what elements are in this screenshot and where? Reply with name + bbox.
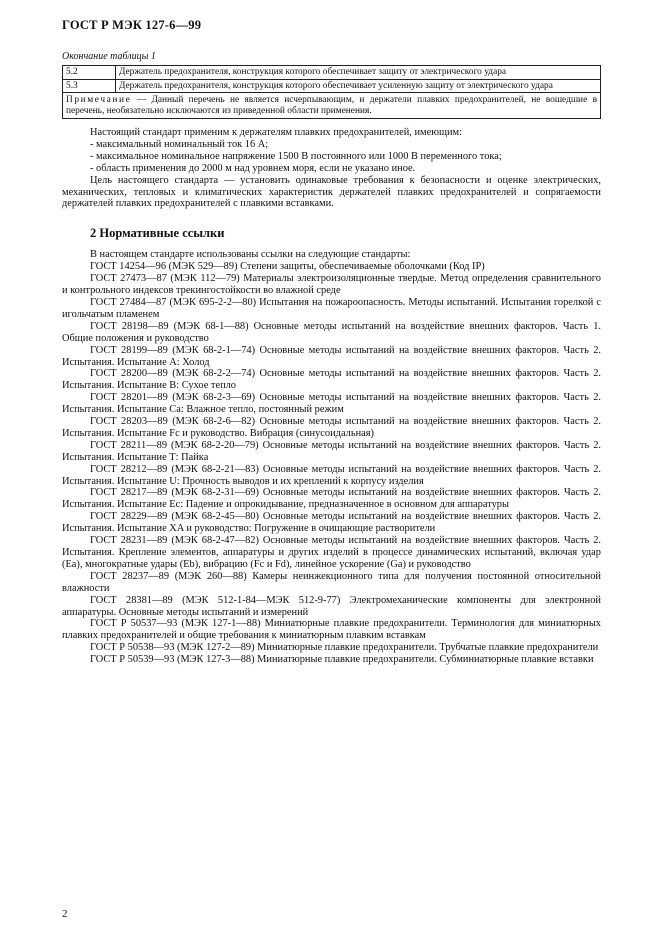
table-note-row [63, 93, 601, 119]
scope-item: - максимальное номинальное напряжение 1500 В постоянного или 1000 В переменного тока; [90, 150, 502, 162]
reference-item: ГОСТ 28231—89 (МЭК 68-2-47—82) Основные методы испытаний на воздействие внешних факторов. Часть 2. Испытания. Крепление элементов, аппаратуры и других изделий в процессе динамических испытаний, включая удар (Еа), многократные удары (Eb), вибрацию (Fc и Fd), линейное ускорение (Ga) и руководство [62, 535, 601, 570]
reference-item: ГОСТ 28198—89 (МЭК 68-1—88) Основные методы испытаний на воздействие внешних факторов. Часть 1. Общие положения и руководство [62, 320, 601, 344]
scope-lead: Настоящий стандарт применим к держателям плавких предохранителей, имеющим: [90, 127, 463, 138]
row-text: Держатель предохранителя, конструкция которого обеспечивает защиту от электрического удара [116, 66, 601, 80]
note-label: Примечание [66, 95, 132, 105]
reference-item: ГОСТ 27484—87 (МЭК 695-2-2—80) Испытания на пожароопасность. Методы испытаний. Испытания горелкой с игольчатым пламенем [62, 296, 601, 320]
reference-item: ГОСТ 28217—89 (МЭК 68-2-31—69) Основные методы испытаний на воздействие внешних факторов. Часть 2. Испытания. Испытание Ес: Падение и опрокидывание, предназначенное в основном для аппаратуры [62, 487, 601, 511]
reference-item: ГОСТ 28203—89 (МЭК 68-2-6—82) Основные методы испытаний на воздействие внешних факторов. Часть 2. Испытания. Испытание Fc и руководство. Вибрация (синусоидальная) [62, 416, 601, 439]
table-note [63, 93, 601, 119]
purpose-paragraph: Цель настоящего стандарта — установить одинаковые требования к безопасности и оценке электрических, механических, тепловых и климатических характеристик держателей плавких предохранителей и сопрягаемости держателей плавких предохранителей с плавкими вставками. [62, 174, 601, 210]
page-number: 2 [62, 908, 68, 920]
reference-item: ГОСТ 28381—89 (МЭК 512-1-84—МЭК 512-9-77) Электромеханические компоненты для электронной аппаратуры. Основные методы испытаний и измерений [62, 594, 601, 618]
reference-item: ГОСТ 28212—89 (МЭК 68-2-21—83) Основные методы испытаний на воздействие внешних факторов. Часть 2. Испытания. Испытание U: Прочность выводов и их креплений к корпусу изделия [62, 463, 601, 487]
table-row [63, 66, 601, 80]
reference-item: ГОСТ 28201—89 (МЭК 68-2-3—69) Основные методы испытаний на воздействие внешних факторов. Часть 2. Испытания. Испытание Са: Влажное тепло, постоянный режим [62, 392, 601, 416]
document-header: ГОСТ Р МЭК 127-6—99 [62, 18, 202, 32]
reference-item: ГОСТ 28211—89 (МЭК 68-2-20—79) Основные методы испытаний на воздействие внешних факторов. Часть 2. Испытания. Испытание Т: Пайка [62, 439, 601, 463]
reference-item: ГОСТ Р 50539—93 (МЭК 127-3—88) Миниатюрные плавкие предохранители. Субминиатюрные плавкие вставки [90, 654, 594, 666]
row-text: Держатель предохранителя, конструкция которого обеспечивает усиленную защиту от электрического удара [116, 79, 601, 93]
references-list [62, 249, 601, 666]
section-heading: 2 Нормативные ссылки [90, 226, 225, 241]
reference-item: ГОСТ 14254—96 (МЭК 529—89) Степени защиты, обеспечиваемые оболочками (Код IP) [90, 261, 485, 273]
references-lead: В настоящем стандарте использованы ссылки на следующие стандарты: [90, 249, 411, 261]
scope-item: - максимальный номинальный ток 16 А; [90, 138, 269, 150]
note-text: — Данный перечень не является исчерпывающим, и держатели плавких предохранителей, не вошедшие в перечень, необязательно исключаются из приведенной области применения. [66, 95, 597, 116]
reference-item: ГОСТ 28237—89 (МЭК 260—88) Камеры неинжекционного типа для получения постоянной относительной влажности [62, 570, 601, 594]
table-caption: Окончание таблицы 1 [62, 51, 156, 62]
reference-item: ГОСТ 27473—87 (МЭК 112—79) Материалы электроизоляционные твердые. Метод определения сравнительного и контрольного индексов трекингостойкости во влажной среде [62, 273, 601, 297]
reference-item: ГОСТ Р 50538—93 (МЭК 127-2—89) Миниатюрные плавкие предохранители. Трубчатые плавкие предохранители [90, 642, 599, 654]
row-number: 5.3 [63, 79, 116, 93]
reference-item: ГОСТ Р 50537—93 (МЭК 127-1—88) Миниатюрные плавкие предохранители. Терминология для миниатюрных плавких предохранителей и общие требования к миниатюрным плавким вставкам [62, 618, 601, 642]
table-1-end [62, 65, 601, 119]
table-row [63, 79, 601, 93]
reference-item: ГОСТ 28200—89 (МЭК 68-2-2—74) Основные методы испытаний на воздействие внешних факторов. Часть 2. Испытания. Испытание В: Сухое тепло [62, 368, 601, 392]
scope-item: - область применения до 2000 м над уровнем моря, если не указано иное. [90, 162, 416, 174]
document-page [62, 18, 601, 666]
scope-text [62, 127, 601, 210]
reference-item: ГОСТ 28199—89 (МЭК 68-2-1—74) Основные методы испытаний на воздействие внешних факторов. Часть 2. Испытания. Испытание А: Холод [62, 344, 601, 368]
row-number: 5.2 [63, 66, 116, 80]
reference-item: ГОСТ 28229—89 (МЭК 68-2-45—80) Основные методы испытаний на воздействие внешних факторов. Часть 2. Испытания. Испытание XA и руководство: Погружение в очищающие растворители [62, 511, 601, 535]
